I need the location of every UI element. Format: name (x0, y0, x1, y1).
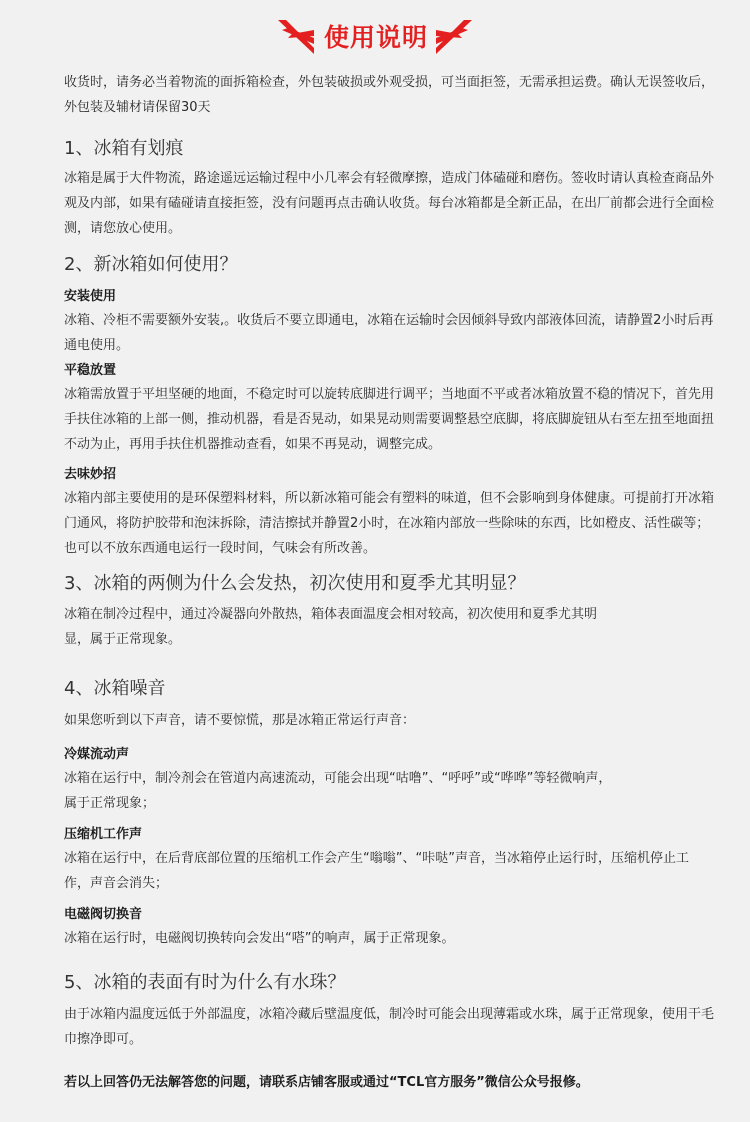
sub-deodorize (64, 464, 714, 561)
subsection-text: 冰箱在运行中，在后背底部位置的压缩机工作会产生“嗡嗡”、“咔哒”声音，当冰箱停止运行时，压缩机停止工作，声音会消失； (64, 851, 689, 891)
page-title: 使用说明 (323, 23, 428, 52)
sub-placement (64, 360, 714, 457)
section-2 (64, 252, 714, 278)
subsection-title: 冷媒流动声 (64, 747, 130, 762)
section-text-line: 冰箱在制冷过程中，通过冷凝器向外散热，箱体表面温度会相对较高，初次使用和夏季尤其明 (64, 607, 598, 622)
subsection-text: 冰箱、冷柜不需要额外安装,。收货后不要立即通电，冰箱在运输时会因倾斜导致内部液体回流，请静置2小时后再通电使用。 (64, 313, 714, 353)
sub-refrigerant (64, 744, 714, 816)
subsection-text-line: 冰箱在运行中，制冷剂会在管道内高速流动，可能会出现“咕噜”、“呼呼”或“哗哗”等轻微响声， (64, 771, 612, 786)
section-heading: 2、新冰箱如何使用？ (64, 254, 238, 275)
subsection-title: 去味妙招 (64, 467, 117, 482)
sub-install (64, 286, 714, 358)
section-text: 冰箱是属于大件物流，路途遥远运输过程中小几率会有轻微摩擦，造成门体磕碰和磨伤。签收时请认真检查商品外观及内部，如果有磕碰请直接拒签，没有问题再点击确认收货。每台冰箱都是全新正品，在出厂前都会进行全面检测，请您放心使用。 (64, 171, 715, 236)
section-text: 如果您听到以下声音，请不要惊慌，那是冰箱正常运行声音： (64, 713, 416, 728)
section-1 (64, 136, 714, 162)
section-4-intro (64, 708, 714, 733)
right-wing-icon (434, 14, 474, 56)
section-text-line: 显，属于正常现象。 (64, 632, 182, 647)
section-heading: 1、冰箱有划痕 (64, 138, 184, 159)
section-1-body (64, 166, 714, 241)
subsection-text: 冰箱内部主要使用的是环保塑料材料，所以新冰箱可能会有塑料的味道，但不会影响到身体健康。可提前打开冰箱门通风，将防护胶带和泡沫拆除，清洁擦拭并静置2小时，在冰箱内部放一些除味的东西，比如橙皮、活性碳等；也可以不放东西通电运行一段时间，气味会有所改善。 (64, 491, 715, 556)
subsection-text: 冰箱需放置于平坦坚硬的地面，不稳定时可以旋转底脚进行调平；当地面不平或者冰箱放置不稳的情况下，首先用手扶住冰箱的上部一侧，推动机器，看是否晃动，如果晃动则需要调整悬空底脚，将底脚旋钮从右至左扭至地面扭不动为止，再用手扶住机器推动查看，如果不再晃动，调整完成。 (64, 387, 715, 452)
footer-text: 若以上回答仍无法解答您的问题，请联系店铺客服或通过“TCL官方服务”微信公众号报修。 (64, 1075, 589, 1090)
subsection-text: 冰箱在运行时，电磁阀切换转向会发出“嗒”的响声，属于正常现象。 (64, 931, 455, 946)
subsection-title: 安装使用 (64, 289, 117, 304)
subsection-title: 压缩机工作声 (64, 827, 143, 842)
section-3-body (64, 602, 714, 652)
section-4 (64, 676, 714, 702)
subsection-title: 电磁阀切换音 (64, 907, 143, 922)
section-heading: 5、冰箱的表面有时为什么有水珠？ (64, 972, 346, 993)
section-text: 由于冰箱内温度远低于外部温度，冰箱冷藏后壁温度低，制冷时可能会出现薄霜或水珠，属于正常现象，使用干毛巾擦净即可。 (64, 1007, 715, 1047)
section-3 (64, 571, 714, 597)
intro-block (64, 70, 714, 120)
section-heading: 4、冰箱噪音 (64, 678, 166, 699)
section-5 (64, 970, 714, 996)
title-bar (0, 12, 750, 62)
section-5-body (64, 1002, 714, 1052)
intro-text: 收货时，请务必当着物流的面拆箱检查，外包装破损或外观受损，可当面拒签，无需承担运费。确认无误签收后，外包装及辅材请保留30天 (64, 75, 715, 115)
subsection-title: 平稳放置 (64, 363, 117, 378)
subsection-text-line: 属于正常现象； (64, 796, 156, 811)
footer-note (64, 1072, 714, 1094)
left-wing-icon (276, 14, 316, 56)
sub-solenoid (64, 904, 714, 951)
section-heading: 3、冰箱的两侧为什么会发热，初次使用和夏季尤其明显？ (64, 573, 526, 594)
sub-compressor (64, 824, 714, 896)
